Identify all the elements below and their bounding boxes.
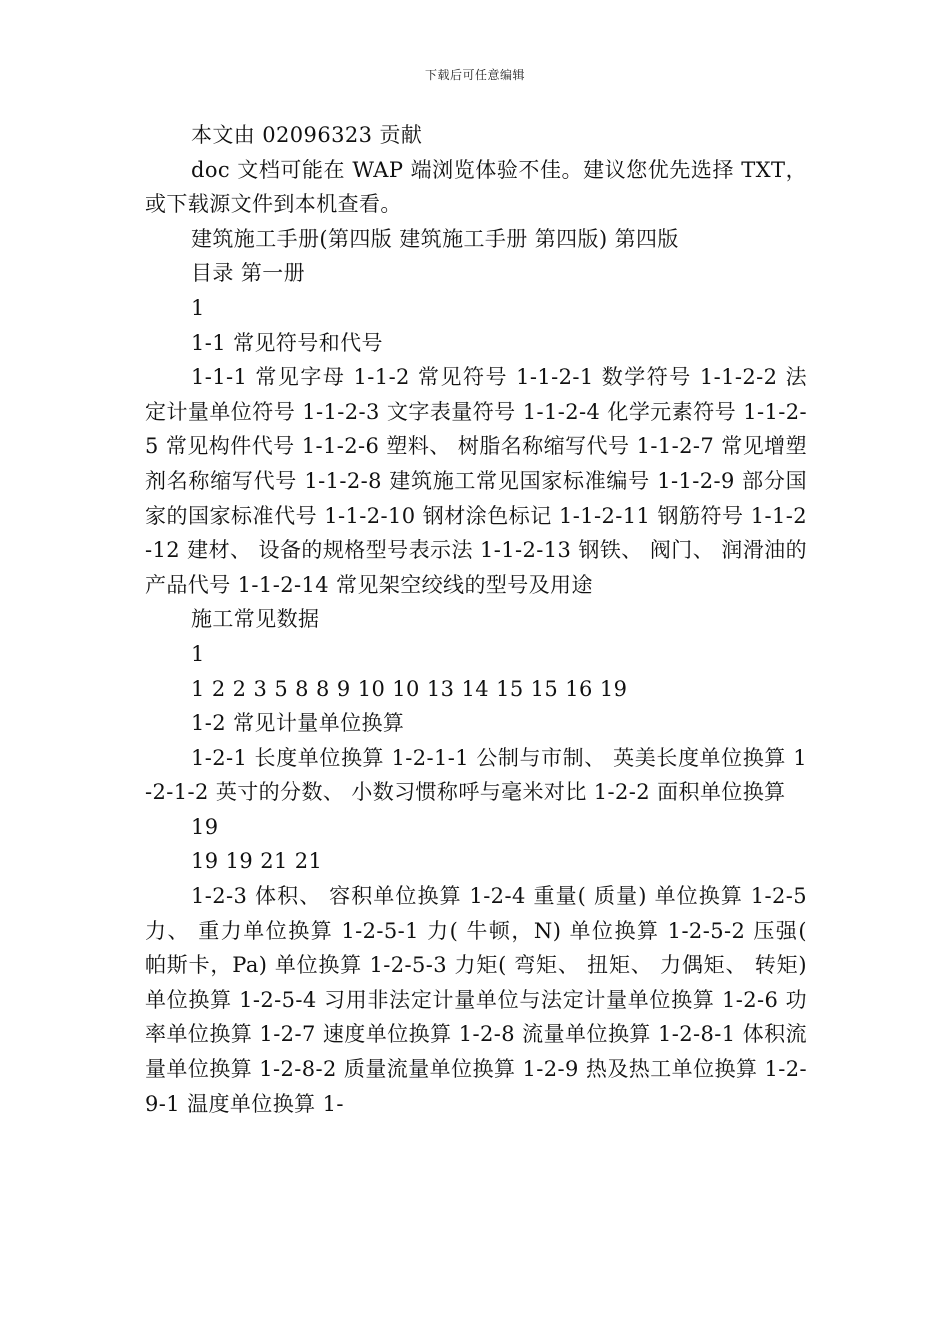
page-number-list: 1 2 2 3 5 8 8 9 10 10 13 14 15 15 16 19 <box>191 676 628 701</box>
toc-paragraph: 1-1-1 常见字母 1-1-2 常见符号 1-1-2-1 数学符号 1-1-2-2 法定计量单位符号 1-1-2-3 文字表量符号 1-1-2-4 化学元素符号 1-1-2-5 常见构件代号 1-1-2-6 塑料、 树脂名称缩写代号 1-1-2-7 常见增塑剂名称缩写代号 1-1-2-8 建筑施工常见国家标准编号 1-1-2-9 部分国家的国家标准代号 1-1-2-10 钢材涂色标记 1-1-2-11 钢筋符号 1-1-2-12 建材、 设备的规格型号表示法 1-1-2-13 钢铁、 阀门、 润滑油的产品代号 1-1-2-14 常见架空绞线的型号及用途 <box>145 365 807 597</box>
page-number: 19 <box>191 814 219 839</box>
page-header-note: 下载后可任意编辑 <box>424 68 525 82</box>
section-heading: 1-1 常见符号和代号 <box>191 330 383 355</box>
document-title: 建筑施工手册(第四版 建筑施工手册 第四版) 第四版 <box>191 226 679 251</box>
format-notice: doc 文档可能在 WAP 端浏览体验不佳。建议您优先选择 TXT，或下载源文件到本机查看。 <box>145 157 807 217</box>
toc-heading: 目录 第一册 <box>191 261 306 286</box>
toc-paragraph: 1-2-1 长度单位换算 1-2-1-1 公制与市制、 英美长度单位换算 1-2-1-2 英寸的分数、 小数习惯称呼与毫米对比 1-2-2 面积单位换算 <box>145 745 807 805</box>
document-body <box>145 118 807 1121</box>
contributor-line: 本文由 02096323 贡献 <box>191 123 423 147</box>
toc-paragraph: 1-2-3 体积、 容积单位换算 1-2-4 重量( 质量) 单位换算 1-2-5 力、 重力单位换算 1-2-5-1 力( 牛顿，N) 单位换算 1-2-5-2 压强( 帕斯卡，Pa) 单位换算 1-2-5-3 力矩( 弯矩、 扭矩、 力偶矩、 转矩) 单位换算 1-2-5-4 习用非法定计量单位与法定计量单位换算 1-2-6 功率单位换算 1-2-7 速度单位换算 1-2-8 流量单位换算 1-2-8-1 体积流量单位换算 1-2-8-2 质量流量单位换算 1-2-9 热及热工单位换算 1-2-9-1 温度单位换算 1- <box>145 884 807 1116</box>
page-number: 1 <box>191 295 205 320</box>
section-heading: 施工常见数据 <box>191 607 320 632</box>
page-number-list: 19 19 21 21 <box>191 849 323 874</box>
page-number: 1 <box>191 641 205 666</box>
section-heading: 1-2 常见计量单位换算 <box>191 711 405 736</box>
